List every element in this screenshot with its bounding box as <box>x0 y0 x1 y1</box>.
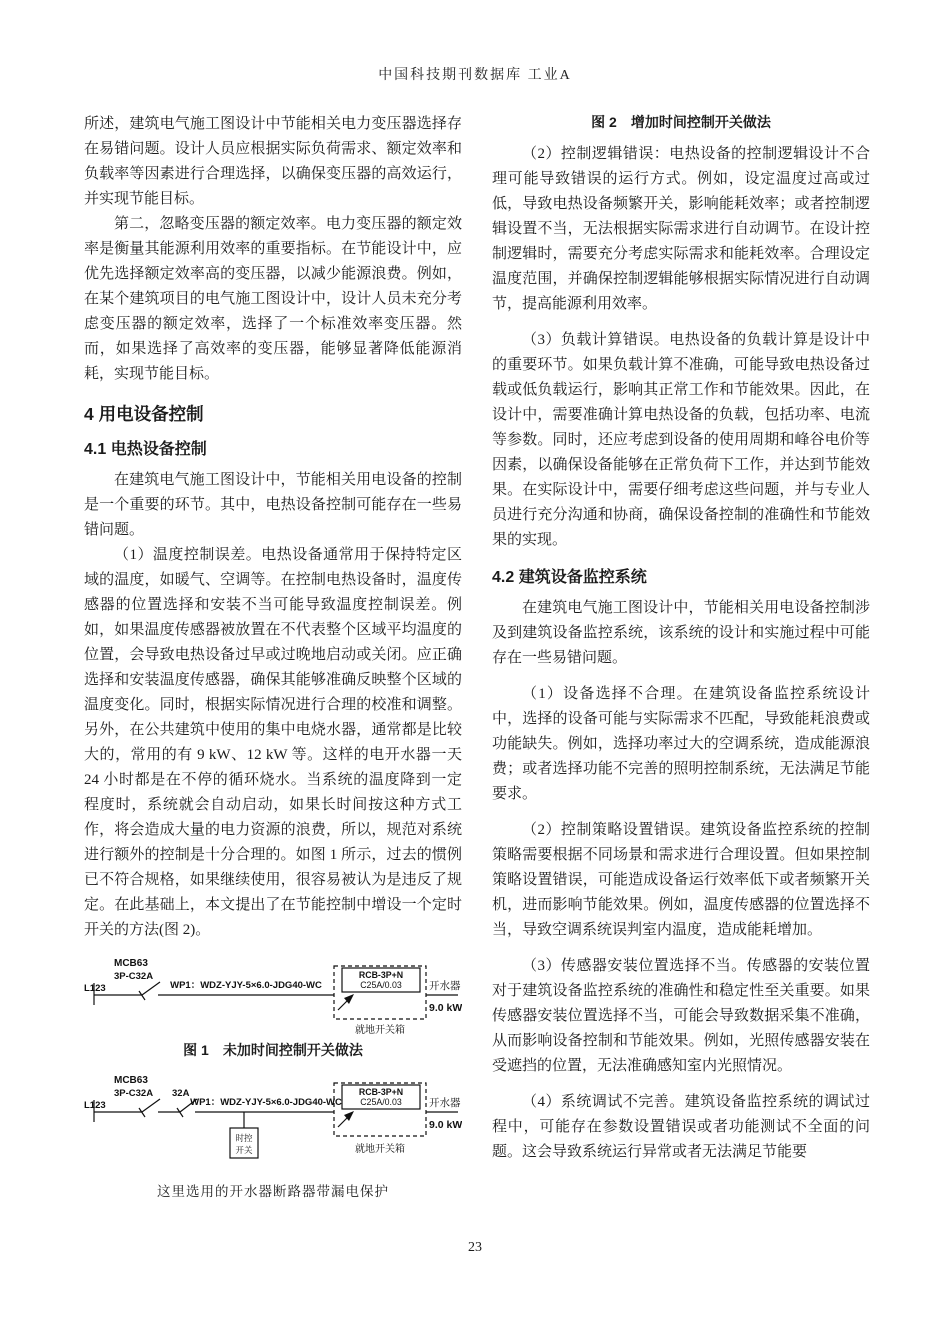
paragraph-device-selection: （1）设备选择不合理。在建筑设备监控系统设计中，选择的设备可能与实际需求不匹配，导致能耗浪费或功能缺失。例如，选择功率过大的空调系统，造成能源浪费；或者选择功能不完善的照明控制系统，无法满足节能要求。 <box>492 686 870 802</box>
figure2-caption: 图 2 增加时间控制开关做法 <box>591 114 771 130</box>
paragraph-temperature-control: （1）温度控制误差。电热设备通常用于保持特定区域的温度，如暖气、空调等。在控制电热设备时，温度传感器的位置选择和安装不当可能导致温度控制误差。例如，如果温度传感器被放置在不代表整个区域平均温度的位置，会导致电热设备过早或过晚地启动或关闭。应正确选择和安装温度传感器，确保其能够准确反映整个区域的温度变化。同时，根据实际情况进行合理的校准和调整。另外，在公共建筑中使用的集中电烧水器，通常都是比较大的，常用的有 9 kW、12 kW 等。这样的电开水器一天 24 小时都是在不停的循环烧水。当系统的温度降到一定程度时，系统就会自动启动，如果长时间按这种方式工作，将会造成大量的电力资源的浪费，所以，规范对系统进行额外的控制是十分合理的。如图 1 所示，过去的惯例已不符合规格，如果继续使用，很容易被认为是违反了规定。在此基础上，本文提出了在节能控制中增设一个定时开关的方法(图 2)。 <box>84 547 462 938</box>
subsection-heading-4-1: 4.1 电热设备控制 <box>84 441 207 458</box>
subsection-heading-4-2: 4.2 建筑设备监控系统 <box>492 569 647 586</box>
paragraph-heating-intro: 在建筑电气施工图设计中，节能相关用电设备的控制是一个重要的环节。其中，电热设备控制可能存在一些易错问题。 <box>84 472 462 538</box>
fig1-label-rcb-rating: C25A/0.03 <box>360 980 402 990</box>
fig2-label-rcb-type: RCB-3P+N <box>358 1087 404 1097</box>
figure2-circuit-diagram <box>84 1070 462 1178</box>
fig2-label-timer-line2: 开关 <box>235 1145 253 1155</box>
page-number: 23 <box>468 1240 482 1255</box>
fig2-label-box: 就地开关箱 <box>355 1144 405 1155</box>
section-heading-4: 4 用电设备控制 <box>84 404 204 424</box>
paragraph-system-debugging: （4）系统调试不完善。建筑设备监控系统的调试过程中，可能存在参数设置错误或者功能测试不全面的问题。这会导致系统运行异常或者无法满足节能要 <box>492 1094 870 1160</box>
fig1-label-box: 就地开关箱 <box>355 1025 405 1036</box>
fig2-label-feeder: L123 <box>84 1100 106 1111</box>
paragraph-control-logic: （2）控制逻辑错误：电热设备的控制逻辑设计不合理可能导致错误的运行方式。例如，设定温度过高或过低，导致电热设备频繁开关，影响能耗效率；或者控制逻辑设置不当，无法根据实际需求进行自动调节。在设计控制逻辑时，需要充分考虑实际需求和能耗效率。合理设定温度范围，并确保控制逻辑能够根据实际情况进行自动调节，提高能源利用效率。 <box>492 146 870 312</box>
fig2-label-rcb-rating: C25A/0.03 <box>360 1097 402 1107</box>
paragraph-sensor-placement: （3）传感器安装位置选择不当。传感器的安装位置对于建筑设备监控系统的准确性和稳定性至关重要。如果传感器安装位置选择不当，可能会导致数据采集不准确，从而影响设备控制和节能效果。例如，光照传感器安装在受遮挡的位置，无法准确感知室内光照情况。 <box>492 958 870 1074</box>
paragraph-rated-efficiency: 第二，忽略变压器的额定效率。电力变压器的额定效率是衡量其能源利用效率的重要指标。在节能设计中，应优先选择额定效率高的变压器，以减少能源浪费。例如，在某个建筑项目的电气施工图设计中，设计人员未充分考虑变压器的额定效率，选择了一个标准效率变压器。然而，如果选择了高效率的变压器，能够显著降低能源消耗，实现节能目标。 <box>84 216 462 382</box>
paragraph-monitoring-intro: 在建筑电气施工图设计中，节能相关用电设备控制涉及到建筑设备监控系统，该系统的设计和实施过程中可能存在一些易错问题。 <box>492 600 870 666</box>
fig1-label-mcb: MCB63 <box>114 958 148 969</box>
fig2-label-power: 9.0 kW <box>429 1119 462 1131</box>
paragraph-load-calculation: （3）负载计算错误。电热设备的负载计算是设计中的重要环节。如果负载计算不准确，可能导致电热设备过载或低负载运行，影响其正常工作和节能效果。因此，在设计中，需要准确计算电热设备的负载，包括功率、电流等参数。同时，还应考虑到设备的使用周期和峰谷电价等因素，以确保设备能够在正常负荷下工作，并达到节能效果。在实际设计中，需要仔细考虑这些问题，并与专业人员进行充分沟通和协商，确保设备控制的准确性和节能效果的实现。 <box>492 332 870 548</box>
left-column <box>84 112 462 1247</box>
figure2-note: 这里选用的开水器断路器带漏电保护 <box>157 1184 389 1199</box>
fig1-label-pole: 3P-C32A <box>114 971 154 982</box>
fig2-label-mcb: MCB63 <box>114 1075 148 1086</box>
fig1-label-load: 开水器 <box>429 980 461 992</box>
fig1-label-feeder: L123 <box>84 983 106 994</box>
figure1-caption: 图 1 未加时间控制开关做法 <box>183 1042 363 1058</box>
fig2-label-timer-line1: 时控 <box>235 1133 253 1143</box>
paragraph-transformer-selection: 所述，建筑电气施工图设计中节能相关电力变压器选择存在易错问题。设计人员应根据实际负荷需求、额定效率和负载率等因素进行合理选择，以确保变压器的高效运行，并实现节能目标。 <box>84 116 462 207</box>
journal-header: 中国科技期刊数据库 工业A <box>378 68 572 83</box>
fig2-label-cable: WP1：WDZ-YJY-5×6.0-JDG40-WC <box>190 1097 342 1108</box>
paragraph-control-strategy: （2）控制策略设置错误。建筑设备监控系统的控制策略需要根据不同场景和需求进行合理设置。但如果控制策略设置错误，可能造成设备运行效率低下或者频繁开关机，进而影响节能效果。例如，温度传感器的位置选择不当，导致空调系统误判室内温度，造成能耗增加。 <box>492 822 870 938</box>
fig2-label-load: 开水器 <box>429 1097 461 1109</box>
fig2-label-pole: 3P-C32A <box>114 1088 154 1099</box>
figure1-circuit-diagram <box>84 953 462 1037</box>
content-columns <box>84 112 870 1247</box>
fig2-label-amp: 32A <box>172 1088 190 1099</box>
fig1-label-power: 9.0 kW <box>429 1002 462 1014</box>
fig1-label-rcb-type: RCB-3P+N <box>358 970 404 980</box>
fig1-label-cable: WP1：WDZ-YJY-5×6.0-JDG40-WC <box>170 980 322 991</box>
right-column <box>492 112 870 1247</box>
